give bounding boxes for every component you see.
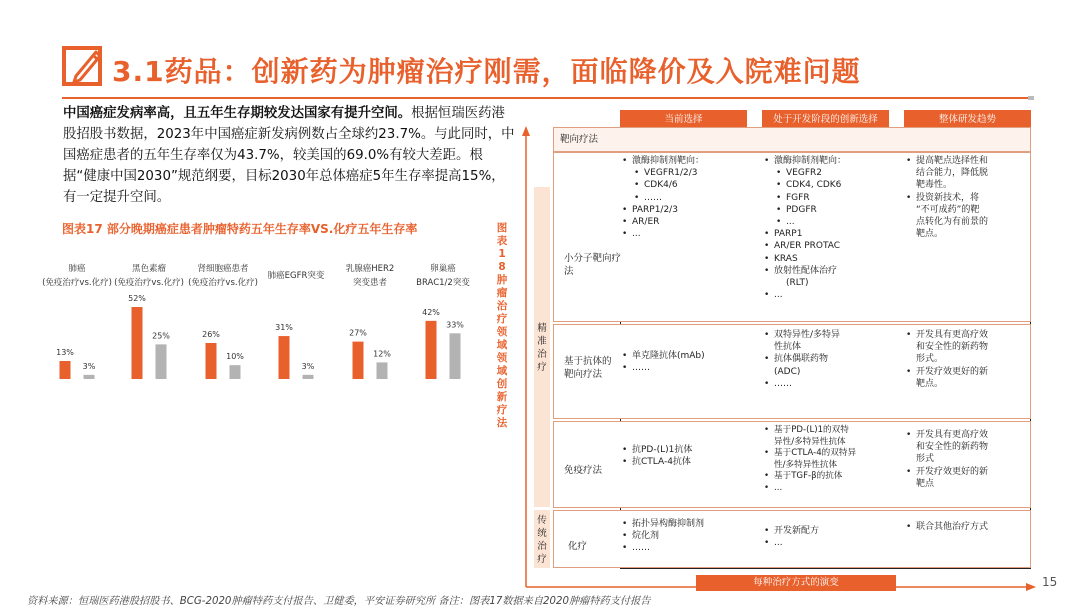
title-divider-end	[1028, 96, 1034, 100]
list-item: • VEGFR2	[762, 167, 902, 179]
page-title: 3.1药品：创新药为肿瘤治疗刚需，面临降价及入院难问题	[112, 55, 861, 88]
figure18-caption: 图表18肿瘤治疗领域领域创新疗法	[496, 222, 508, 429]
category-label: BRAC1/2突变	[416, 278, 470, 288]
bar	[377, 362, 388, 379]
data-label: 26%	[202, 330, 220, 339]
right-arrow-icon	[1026, 583, 1036, 591]
title-divider	[62, 97, 1030, 99]
innovation-diagram	[520, 107, 1040, 592]
list-item: • 开发新配方	[762, 525, 902, 537]
category-label: (免疫治疗vs.化疗)	[42, 278, 112, 288]
list-item: 和安全性的新药物	[916, 442, 989, 453]
survival-bar-chart	[40, 255, 480, 390]
data-label: 27%	[349, 328, 367, 338]
list-item: • 基于CTLA-4的双特异	[762, 448, 902, 460]
logo-icon	[62, 46, 102, 86]
list-item: • KRAS	[762, 253, 902, 265]
list-item: • ……	[620, 362, 760, 374]
list-item: • AR/ER PROTAC	[762, 240, 902, 252]
list-item: 性抗体	[774, 342, 802, 353]
list-item: • PDGFR	[762, 204, 902, 216]
row-label-small-molecule: 小分子靶向疗法	[564, 253, 622, 277]
category-label: (免疫治疗vs.化疗)	[188, 278, 258, 288]
data-label: 31%	[275, 323, 293, 333]
intro-paragraph	[63, 103, 515, 208]
bar	[206, 343, 217, 379]
data-label: 10%	[226, 352, 244, 362]
list-item: • ……	[762, 378, 902, 390]
list-item: • 抗PD-(L)1抗体	[620, 444, 760, 456]
list-item: 靶毒性。	[916, 180, 953, 191]
col-head-dev: 处于开发阶段的创新选择	[762, 110, 889, 130]
bar	[132, 307, 143, 379]
list-item: • ...	[620, 228, 760, 240]
category-label: (免疫治疗vs.化疗)	[114, 278, 184, 288]
list-item: • VEGFR1/2/3	[620, 167, 760, 179]
list-item: • 提高靶点选择性和	[904, 155, 1032, 167]
list-item: 结合能力，降低脱	[916, 168, 989, 179]
list-item: 靶点	[916, 478, 935, 489]
pencil-icon	[62, 42, 106, 86]
list-item: • 开发具有更高疗效	[904, 429, 1032, 441]
evolution-label: 每种治疗方式的演变	[696, 575, 896, 591]
bar	[450, 333, 461, 379]
bar	[279, 336, 290, 379]
bar	[426, 321, 437, 379]
list-item: • 激酶抑制剂靶向：	[620, 155, 760, 167]
bar	[353, 342, 364, 379]
list-item: • 抗体偶联药物	[762, 353, 902, 365]
data-label: 33%	[446, 320, 464, 330]
data-label: 12%	[373, 349, 391, 359]
row-label-chemo: 化疗	[568, 541, 588, 552]
category-label: 突变患者	[352, 278, 388, 288]
list-item: • 开发疗效更好的新	[904, 466, 1032, 478]
group-traditional: 传统治疗	[534, 510, 550, 568]
list-item: 靶点。	[916, 378, 944, 389]
list-item: • PARP1/2/3	[620, 204, 760, 216]
list-item: (RLT)	[786, 278, 809, 289]
list-item: • AR/ER	[620, 216, 760, 228]
list-item: • 基于PD-(L)1的双特	[762, 425, 902, 437]
list-item: 性/多特异性抗体	[774, 459, 838, 470]
list-item: 点转化为有前景的	[916, 217, 989, 228]
col-head-trend: 整体研发趋势	[904, 110, 1031, 130]
data-label: 42%	[422, 307, 440, 317]
bar	[156, 344, 167, 379]
page-number: 15	[1042, 575, 1058, 589]
row-label-antibody: 基于抗体的靶向疗法	[564, 356, 612, 380]
list-item: 形式	[916, 454, 935, 465]
up-arrow-icon	[522, 126, 530, 136]
list-item: • CDK4, CDK6	[762, 179, 902, 191]
list-item: 异性/多特异性抗体	[774, 436, 846, 447]
data-label: 3%	[301, 361, 315, 371]
list-item: • ……	[620, 192, 760, 204]
list-item: 形式。	[916, 354, 944, 365]
bar	[84, 375, 95, 379]
list-item: • 放射性配体治疗	[762, 265, 902, 277]
category-label: 肺癌EGFR突变	[267, 271, 325, 281]
list-item: • ...	[762, 483, 902, 495]
list-item: • ...	[762, 289, 902, 301]
list-item: • 拓扑异构酶抑制剂	[620, 518, 760, 530]
list-item: • 双特异性/多特异	[762, 329, 902, 341]
evolution-axis	[520, 122, 1040, 592]
list-item: • 抗CTLA-4抗体	[620, 456, 760, 468]
data-label: 52%	[128, 294, 146, 303]
category-label: 乳腺癌HER2	[345, 264, 395, 274]
list-item: 靶点。	[916, 229, 944, 240]
category-label: 肺癌	[68, 264, 86, 274]
list-item: 和安全性的新药物	[916, 342, 989, 353]
data-label: 3%	[82, 361, 96, 371]
list-item: • ...	[762, 216, 902, 228]
intro-text: 根据恒瑞医药港股招股书数据，2023年中国癌症新发病例数占全球约23.7%。与此同时，中国癌症患者的五年生存率仅为43.7%，较美国的69.0%有较大差距。根据“健康中国2030”规范纲要，目标2030年总体癌症5年生存率提高15%，有一定提升空间。	[63, 106, 515, 205]
row-label-immuno: 免疫疗法	[564, 465, 603, 476]
bar	[303, 375, 314, 379]
list-item: • 开发疗效更好的新	[904, 366, 1032, 378]
list-item: • PARP1	[762, 228, 902, 240]
intro-bold: 中国癌症发病率高，且五年生存期较发达国家有提升空间。	[63, 106, 412, 121]
row-label-targeted: 靶向疗法	[560, 134, 599, 145]
list-item: • ……	[620, 542, 760, 554]
chart-title: 图表17 部分晚期癌症患者肿瘤特药五年生存率VS.化疗五年生存率	[62, 222, 418, 236]
data-label: 25%	[152, 331, 170, 341]
bar	[60, 361, 71, 379]
bar	[230, 365, 241, 379]
list-item: • FGFR	[762, 192, 902, 204]
col-head-current: 当前选择	[620, 110, 747, 130]
list-item: (ADC)	[774, 366, 801, 377]
list-item: • 基于TGF-β的抗体	[762, 471, 902, 483]
list-item: • 联合其他治疗方式	[904, 521, 1032, 533]
list-item: • 烷化剂	[620, 530, 760, 542]
category-label: 肾细胞癌患者	[197, 264, 249, 274]
group-precision: 精准治疗	[534, 187, 550, 507]
list-item: • 开发具有更高疗效	[904, 329, 1032, 341]
list-item: “不可成药”的靶	[916, 204, 980, 215]
data-label: 13%	[56, 348, 74, 357]
footer-source: 资料来源：恒瑞医药港股招股书、BCG-2020肿瘤特药支付报告、卫健委，平安证券研究所 备注：图表17数据来自2020肿瘤特药支付报告	[27, 596, 651, 607]
list-item: • CDK4/6	[620, 179, 760, 191]
list-item: • 单克隆抗体(mAb)	[620, 350, 760, 362]
category-label: 黑色素瘤	[131, 264, 167, 274]
list-item: • ...	[762, 537, 902, 549]
category-label: 卵巢癌	[430, 264, 456, 274]
list-item: • 激酶抑制剂靶向：	[762, 155, 902, 167]
list-item: • 投资新技术，将	[904, 192, 1032, 204]
